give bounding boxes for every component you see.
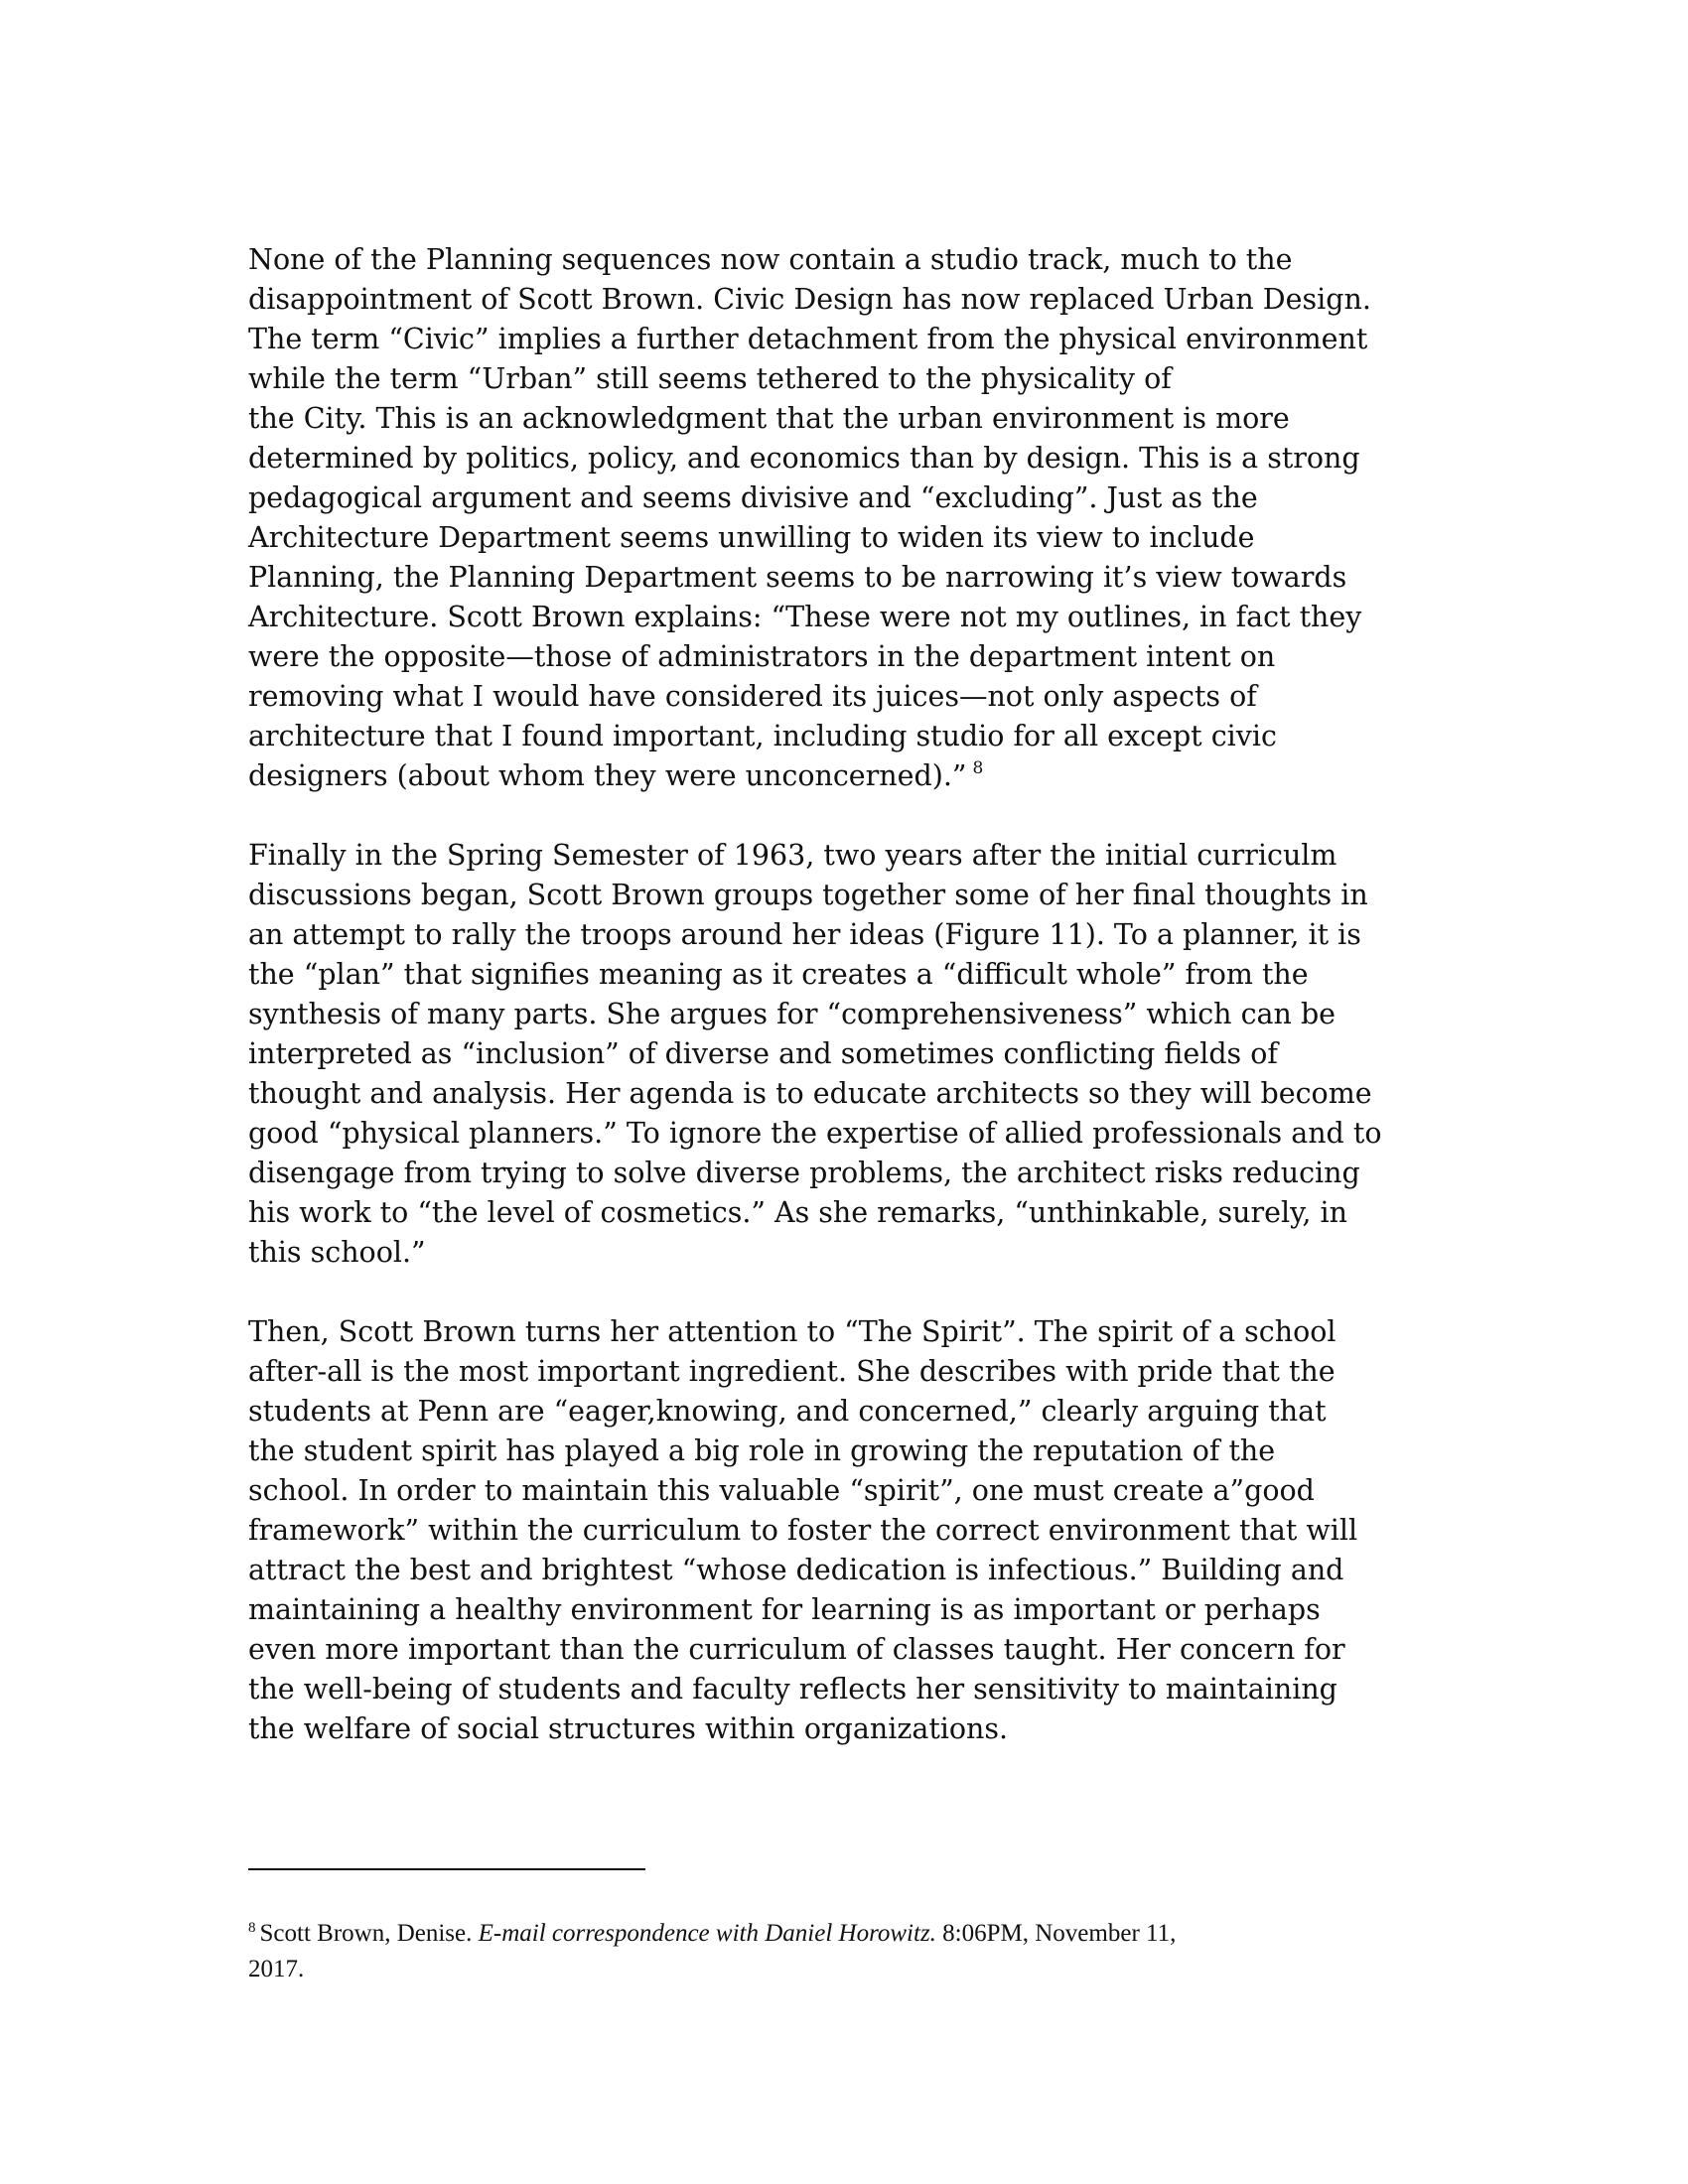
paragraph-line: the student spirit has played a big role in growing the reputation of the [248,1434,1276,1467]
paragraph-line-text: designers (about whom they were unconcerned).” [248,759,967,792]
footnote-details: 8:06PM, November 11, [935,1920,1177,1947]
paragraph-line: this school.” [248,1236,426,1269]
paragraph-line: interpreted as “inclusion” of diverse and sometimes conflicting fields of [248,1037,1278,1070]
paragraph-1 [248,240,1440,796]
paragraph-line: disappointment of Scott Brown. Civic Design has now replaced Urban Design. [248,283,1371,316]
paragraph-line: Architecture Department seems unwilling to widen its view to include [248,521,1255,554]
paragraph-line: thought and analysis. Her agenda is to educate architects so they will become [248,1077,1372,1110]
paragraph-line: his work to “the level of cosmetics.” As she remarks, “unthinkable, surely, in [248,1196,1347,1229]
paragraph-line: the “plan” that signifies meaning as it creates a “difficult whole” from the [248,958,1309,991]
paragraph-line: determined by politics, policy, and economics than by design. This is a strong [248,442,1360,475]
paragraph-line: synthesis of many parts. She argues for “comprehensiveness” which can be [248,998,1336,1030]
paragraph-line: Planning, the Planning Department seems to be narrowing it’s view towards [248,561,1347,594]
footnote [248,1916,1440,1987]
paragraph-line: good “physical planners.” To ignore the expertise of allied professionals and to [248,1117,1382,1150]
paragraph-line: after-all is the most important ingredient. She describes with pride that the [248,1355,1336,1388]
paragraph-line-last [248,756,1440,796]
paragraph-line: the well-being of students and faculty reflects her sensitivity to maintaining [248,1673,1337,1706]
paragraph-line: Then, Scott Brown turns her attention to “The Spirit”. The spirit of a school [248,1315,1336,1348]
footnote-author: Scott Brown, Denise. [259,1920,479,1947]
paragraph-line: discussions began, Scott Brown groups together some of her final thoughts in [248,879,1368,911]
paragraph-line: an attempt to rally the troops around her ideas (Figure 11). To a planner, it is [248,918,1361,951]
paragraph-2 [248,836,1440,1273]
paragraph-line: even more important than the curriculum of classes taught. Her concern for [248,1633,1345,1666]
paragraph-line: while the term “Urban” still seems tethered to the physicality of [248,362,1172,395]
paragraph-3 [248,1312,1440,1749]
paragraph-line: The term “Civic” implies a further detachment from the physical environment [248,323,1368,355]
footnote-year: 2017. [248,1956,305,1982]
footnote-reference[interactable]: 8 [972,758,984,778]
paragraph-line: attract the best and brightest “whose dedication is infectious.” Building and [248,1554,1344,1586]
footnote-number: 8 [248,1920,256,1936]
paragraph-line: framework” within the curriculum to foster the correct environment that will [248,1514,1358,1547]
paragraph-line: Finally in the Spring Semester of 1963, two years after the initial curriculm [248,839,1337,872]
paragraph-line: architecture that I found important, including studio for all except civic [248,720,1277,752]
paragraph-line: the City. This is an acknowledgment that the urban environment is more [248,402,1290,435]
footnote-line [248,1916,1440,1952]
footnote-divider [248,1868,645,1870]
footnote-title: E-mail correspondence with Daniel Horowitz. [478,1920,936,1947]
paragraph-line: the welfare of social structures within organizations. [248,1712,1009,1745]
paragraph-line: were the opposite—those of administrators in the department intent on [248,640,1276,673]
paragraph-line: None of the Planning sequences now contain a studio track, much to the [248,243,1293,276]
paragraph-line: maintaining a healthy environment for learning is as important or perhaps [248,1593,1321,1626]
paragraph-line: students at Penn are “eager,knowing, and concerned,” clearly arguing that [248,1395,1327,1428]
paragraph-line: school. In order to maintain this valuable “spirit”, one must create a”good [248,1474,1315,1507]
paragraph-line: Architecture. Scott Brown explains: “These were not my outlines, in fact they [248,601,1362,633]
paragraph-line: pedagogical argument and seems divisive and “excluding”. Just as the [248,481,1258,514]
paragraph-line: removing what I would have considered its juices—not only aspects of [248,680,1257,713]
paragraph-line: disengage from trying to solve diverse problems, the architect risks reducing [248,1157,1360,1189]
